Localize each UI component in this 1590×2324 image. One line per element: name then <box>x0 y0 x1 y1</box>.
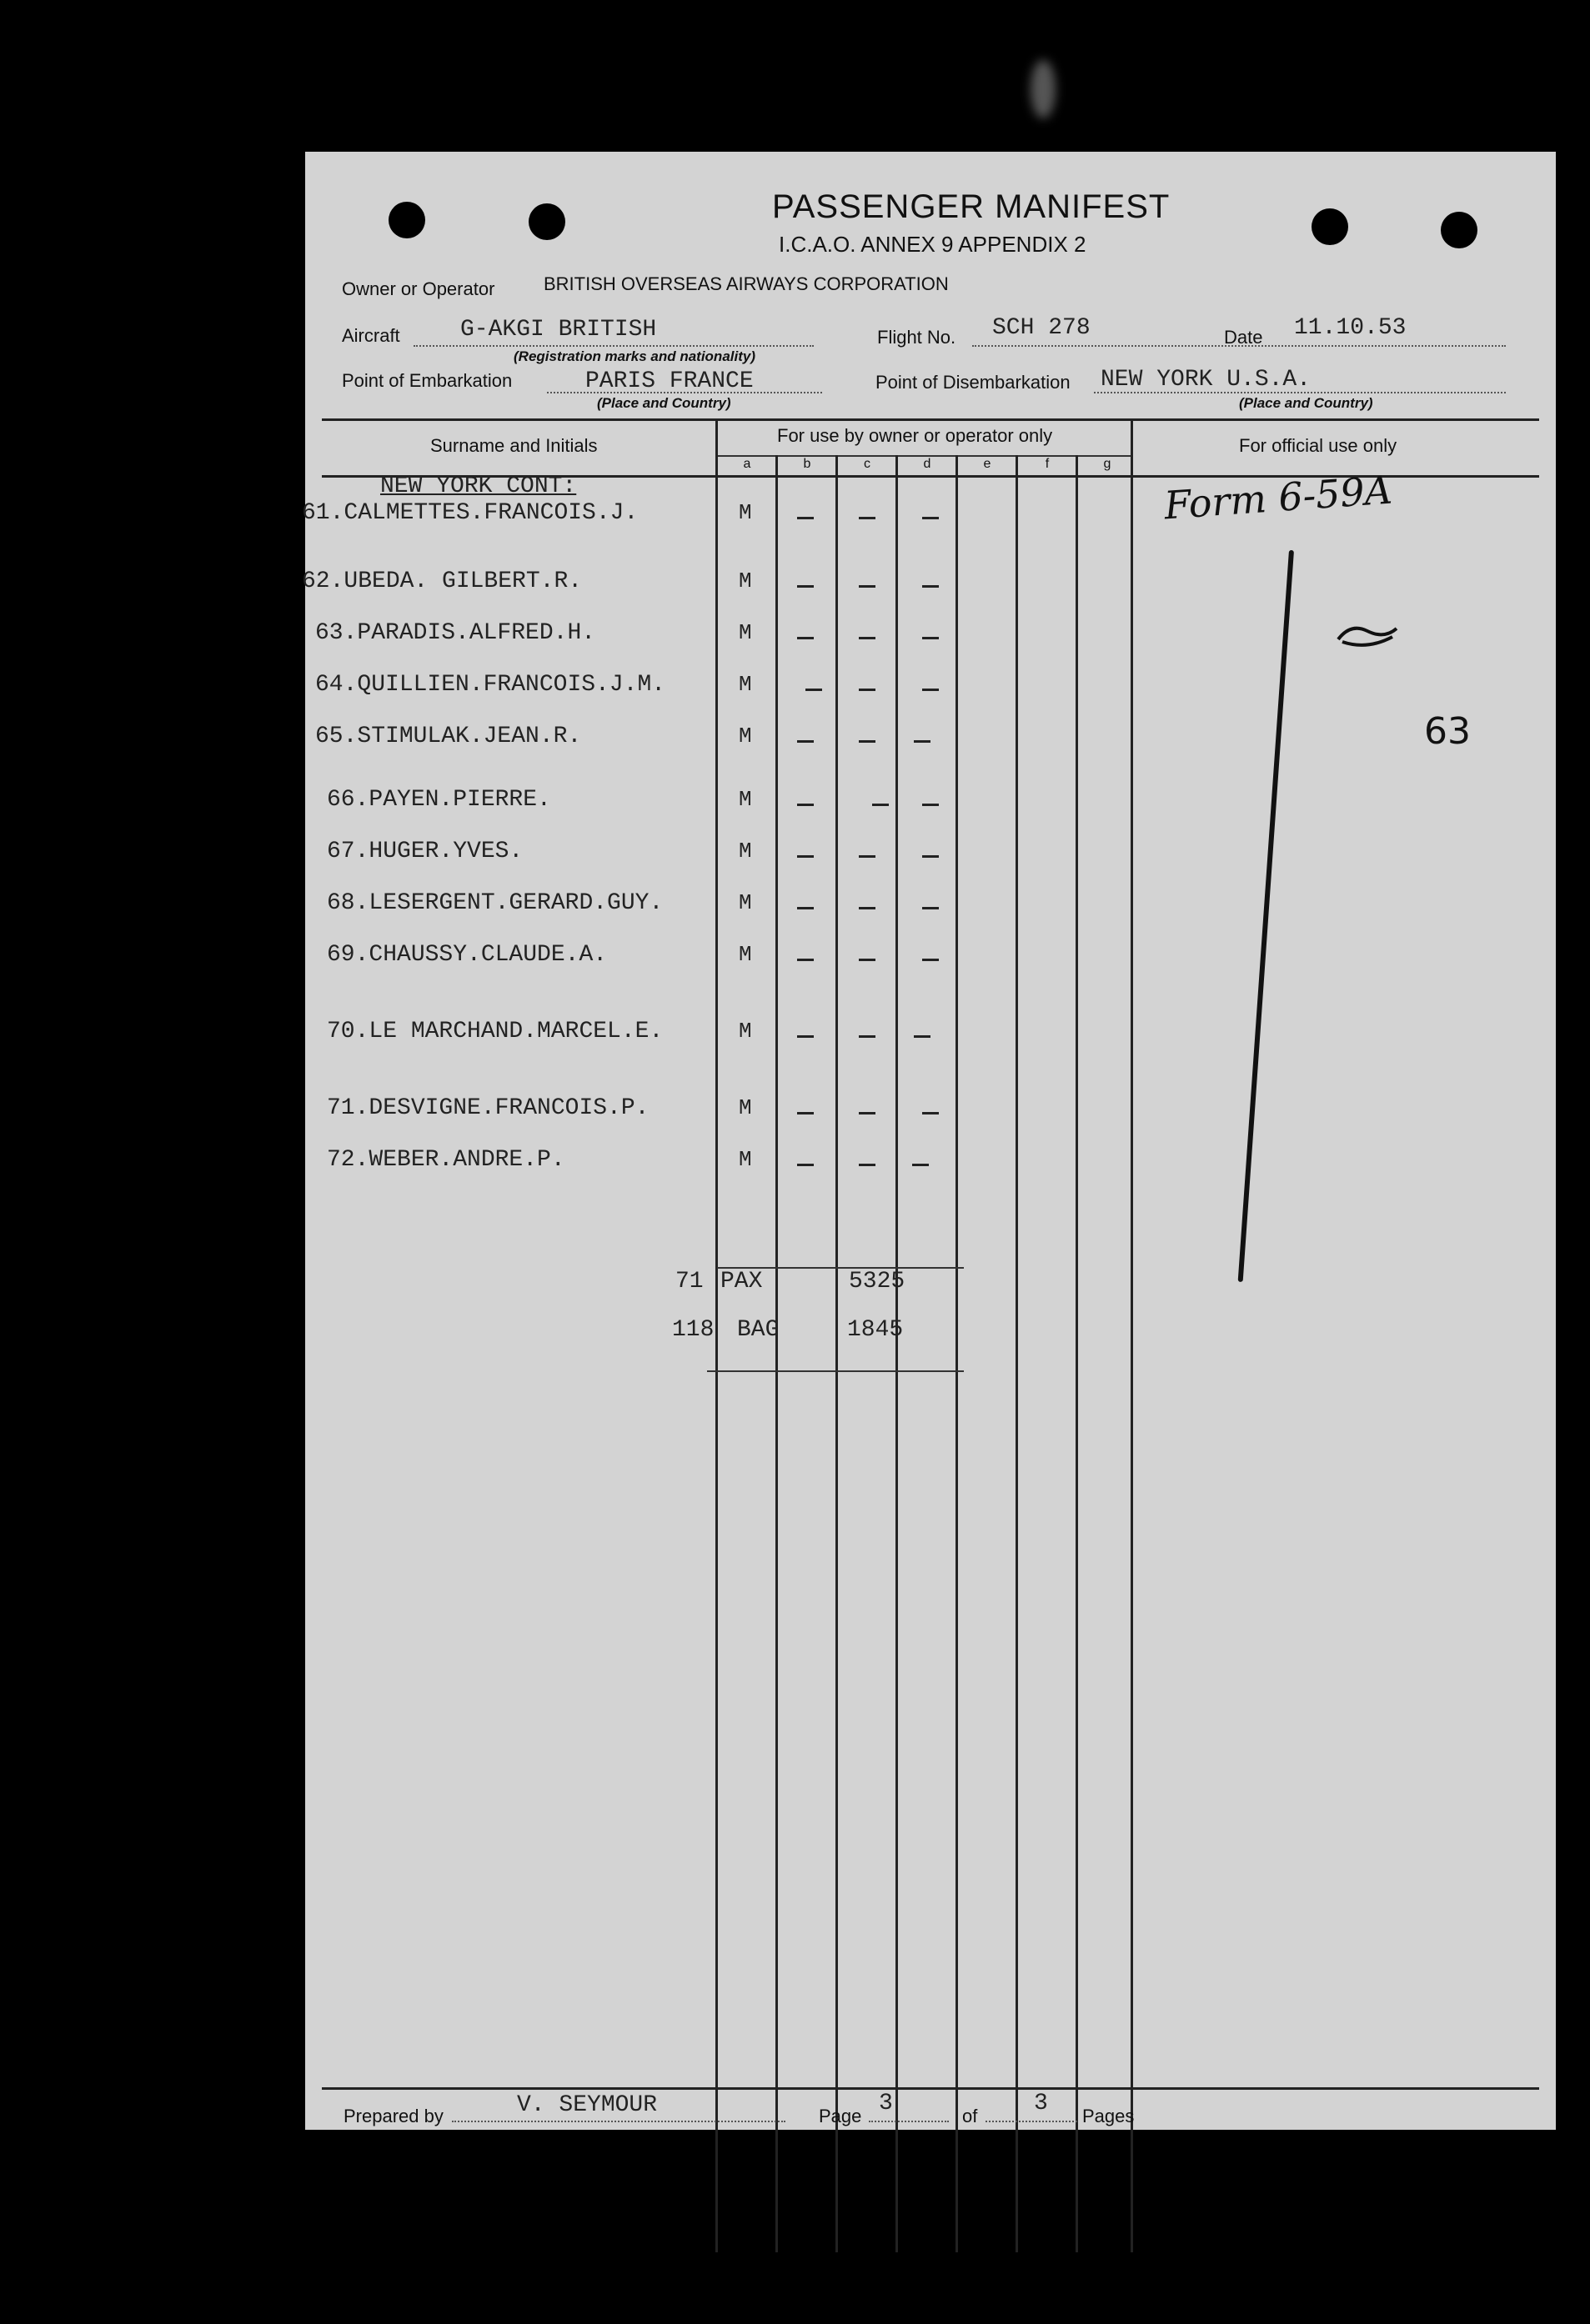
dash <box>797 1035 814 1038</box>
aircraft-value: G-AKGI BRITISH <box>460 317 657 343</box>
table-row <box>305 724 1556 757</box>
dash <box>922 804 939 806</box>
col-official-header: For official use only <box>1239 435 1397 456</box>
passenger-name: 72.WEBER.ANDRE.P. <box>327 1147 565 1173</box>
manifest-sheet <box>302 152 1556 2130</box>
passenger-sex: M <box>739 839 752 864</box>
passenger-sex: M <box>739 724 752 749</box>
manifest-title: PASSENGER MANIFEST <box>772 188 1171 225</box>
dash <box>797 855 814 858</box>
handwritten-form-number: Form 6-59A <box>1162 467 1394 528</box>
manifest-subtitle: I.C.A.O. ANNEX 9 APPENDIX 2 <box>779 232 1086 257</box>
footer-rule <box>322 2087 1539 2090</box>
dash <box>797 585 814 588</box>
dash <box>922 907 939 909</box>
dash <box>805 689 822 691</box>
page-value: 3 <box>879 2091 893 2116</box>
passenger-sex: M <box>739 787 752 812</box>
sub-col-a: a <box>743 457 751 471</box>
totals-bottom-rule <box>707 1370 964 1372</box>
dash <box>922 689 939 691</box>
owner-label: Owner or Operator <box>342 278 495 299</box>
table-row <box>305 787 1556 820</box>
passenger-sex: M <box>739 568 752 594</box>
flight-value: SCH 278 <box>992 315 1091 341</box>
passenger-name: 64.QUILLIEN.FRANCOIS.J.M. <box>315 672 666 698</box>
dash <box>797 959 814 961</box>
dash <box>859 740 875 743</box>
dash <box>914 740 930 743</box>
bag-count: 118 <box>672 1317 715 1343</box>
dash <box>859 517 875 519</box>
scribble-mark <box>1334 619 1401 652</box>
scribble <box>1334 619 1392 644</box>
col-name-header: Surname and Initials <box>430 435 598 456</box>
of-line <box>986 2121 1077 2122</box>
passenger-name: 61.CALMETTES.FRANCOIS.J. <box>302 500 639 526</box>
dash <box>797 740 814 743</box>
dash <box>859 585 875 588</box>
dash <box>797 637 814 639</box>
dash <box>922 959 939 961</box>
pax-value: 5325 <box>849 1269 905 1295</box>
dash <box>922 855 939 858</box>
table-row <box>305 839 1556 872</box>
passenger-sex: M <box>739 500 752 525</box>
pages-label: Pages <box>1082 2106 1135 2126</box>
table-row <box>305 942 1556 975</box>
of-value: 3 <box>1034 2091 1048 2116</box>
passenger-sex: M <box>739 1095 752 1120</box>
dash <box>859 1164 875 1166</box>
sub-col-e: e <box>983 457 991 471</box>
dash <box>797 804 814 806</box>
prepared-label: Prepared by <box>344 2106 444 2126</box>
disembark-label: Point of Disembarkation <box>875 372 1071 393</box>
sub-col-f: f <box>1045 457 1050 471</box>
passenger-sex: M <box>739 890 752 915</box>
sub-col-b: b <box>803 457 811 471</box>
dash <box>797 1164 814 1166</box>
table-row <box>305 672 1556 705</box>
embark-label: Point of Embarkation <box>342 370 513 391</box>
dash <box>859 637 875 639</box>
prepared-line <box>452 2121 785 2122</box>
passenger-name: 70.LE MARCHAND.MARCEL.E. <box>327 1019 664 1044</box>
table-top-rule <box>322 418 1539 421</box>
official-number: 63 <box>1424 710 1471 753</box>
passenger-name: 62.UBEDA. GILBERT.R. <box>302 568 583 594</box>
owner-value: BRITISH OVERSEAS AIRWAYS CORPORATION <box>544 273 949 294</box>
bag-value: 1845 <box>847 1317 904 1343</box>
dash <box>872 804 889 806</box>
col-owner-header: For use by owner or operator only <box>777 425 1053 446</box>
dash <box>859 907 875 909</box>
table-row <box>305 1095 1556 1129</box>
passenger-sex: M <box>739 1019 752 1044</box>
passenger-sex: M <box>739 942 752 967</box>
passenger-name: 66.PAYEN.PIERRE. <box>327 787 551 813</box>
pax-count: 71 <box>675 1269 704 1295</box>
page-label: Page <box>819 2106 862 2126</box>
passenger-sex: M <box>739 1147 752 1172</box>
dash <box>859 855 875 858</box>
aircraft-line <box>414 345 814 347</box>
punch-hole <box>529 203 565 240</box>
sub-col-g: g <box>1103 457 1111 471</box>
disembark-value: NEW YORK U.S.A. <box>1101 367 1312 393</box>
table-row <box>305 890 1556 924</box>
dash <box>797 517 814 519</box>
dash <box>922 585 939 588</box>
passenger-name: 71.DESVIGNE.FRANCOIS.P. <box>327 1095 650 1121</box>
table-row <box>305 1019 1556 1052</box>
dash <box>859 1035 875 1038</box>
dash <box>797 1112 814 1114</box>
passenger-name: 67.HUGER.YVES. <box>327 839 524 864</box>
aircraft-label: Aircraft <box>342 325 400 346</box>
passenger-name: 63.PARADIS.ALFRED.H. <box>315 620 596 646</box>
dash <box>859 1112 875 1114</box>
passenger-name: 68.LESERGENT.GERARD.GUY. <box>327 890 664 916</box>
of-label: of <box>962 2106 978 2126</box>
dash <box>859 959 875 961</box>
table-row <box>305 1147 1556 1180</box>
pax-label: PAX <box>720 1269 763 1295</box>
passenger-sex: M <box>739 620 752 645</box>
dash <box>922 517 939 519</box>
smudge <box>1031 60 1056 118</box>
punch-hole <box>1312 208 1348 245</box>
dash <box>912 1164 929 1166</box>
passenger-sex: M <box>739 672 752 697</box>
sub-col-d: d <box>923 457 931 471</box>
dash <box>797 907 814 909</box>
sub-col-c: c <box>864 457 870 471</box>
passenger-name: 65.STIMULAK.JEAN.R. <box>315 724 582 749</box>
dash <box>922 1112 939 1114</box>
bag-label: BAG <box>737 1317 780 1343</box>
flight-label: Flight No. <box>877 327 956 348</box>
page-line <box>869 2121 949 2122</box>
date-value: 11.10.53 <box>1294 315 1407 341</box>
dash <box>922 637 939 639</box>
disembark-note: (Place and Country) <box>1239 395 1373 411</box>
punch-hole <box>389 202 425 238</box>
prepared-value: V. SEYMOUR <box>517 2092 658 2118</box>
dash <box>914 1035 930 1038</box>
table-row <box>302 568 1556 602</box>
dash <box>859 689 875 691</box>
embark-note: (Place and Country) <box>597 395 731 411</box>
punch-hole <box>1441 212 1477 248</box>
registration-note: (Registration marks and nationality) <box>514 348 755 364</box>
embark-value: PARIS FRANCE <box>585 368 754 394</box>
passenger-name: 69.CHAUSSY.CLAUDE.A. <box>327 942 608 968</box>
continuation-label: NEW YORK CONT: <box>380 473 577 499</box>
date-label: Date <box>1224 327 1263 348</box>
